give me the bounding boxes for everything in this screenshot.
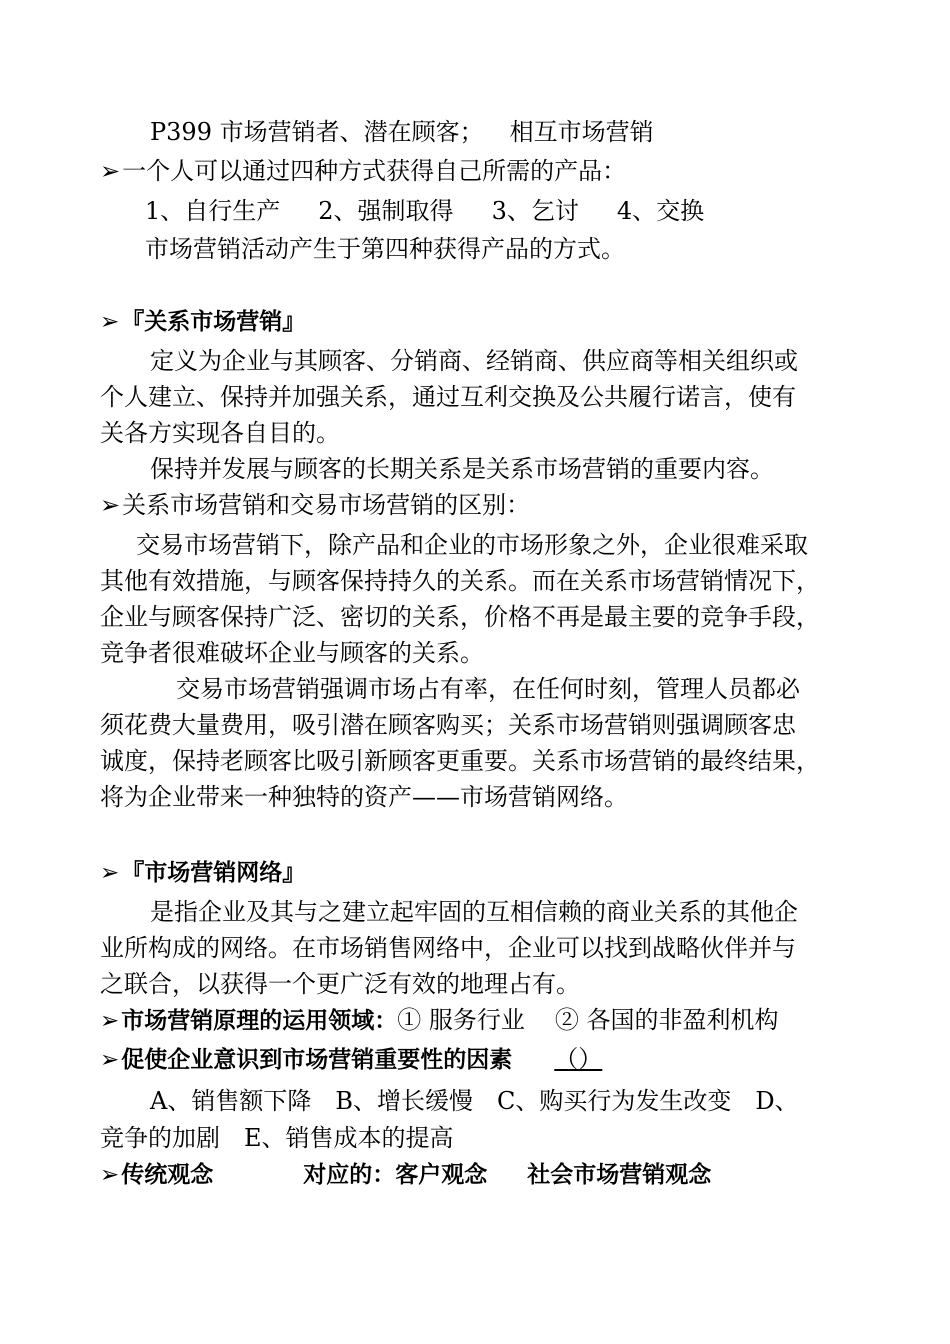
way-item: 1、自行生产 [145,197,281,225]
options-line [150,1084,799,1118]
option-item: A、销售额下降 [150,1087,312,1115]
bullet-line [100,488,530,522]
option-item: D、 [755,1087,799,1115]
arrow-bullet-icon: ➢ [100,1008,120,1034]
text-span: 一个人可以通过四种方式获得自己所需的产品： [122,157,627,185]
text-span: 关系市场营销和交易市场营销的区别： [122,491,531,519]
apply-label: 市场营销原理的运用领域： [121,1008,398,1034]
options-line [100,1121,454,1155]
concept-label: 传统观念 [121,1162,214,1188]
section-heading [100,305,305,339]
paragraph-line: 其他有效措施，与顾客保持持久的关系。而在关系市场营销情况下， [100,567,820,595]
paragraph-line: 个人建立、保持并加强关系，通过互利交换及公共履行诺言，使有 [100,383,796,411]
paragraph-line: 是指企业及其与之建立起牢固的互相信赖的商业关系的其他企 [150,898,798,926]
question-label: 促使企业意识到市场营销重要性的因素 [121,1047,513,1073]
paragraph-line: 保持并发展与顾客的长期关系是关系市场营销的重要内容。 [150,455,774,483]
answer-blank: （） [554,1045,603,1073]
apply-line [100,1003,779,1038]
section-heading [100,856,305,890]
arrow-bullet-icon: ➢ [100,157,121,185]
paragraph-line: 须花费大量费用，吸引潜在顾客购买；关系市场营销则强调顾客忠 [100,711,796,739]
paragraph-line: 企业与顾客保持广泛、密切的关系，价格不再是最主要的竞争手段， [100,603,820,631]
concept-line [100,1158,711,1192]
paragraph-line: 诚度，保持老顾客比吸引新顾客更重要。关系市场营销的最终结果， [100,747,820,775]
text-span: P399 市场营销者、潜在顾客； [150,118,484,146]
paragraph-line: 交易市场营销强调市场占有率，在任何时刻，管理人员都必 [176,675,800,703]
question-line [100,1042,602,1077]
text-line [150,115,654,149]
apply-item: ② 各国的非盈利机构 [554,1006,779,1034]
arrow-bullet-icon: ➢ [100,491,121,519]
concept-item: 社会市场营销观念 [527,1162,712,1188]
option-item: C、购买行为发生改变 [496,1087,732,1115]
heading-text: 『市场营销网络』 [121,860,306,886]
heading-text: 『关系市场营销』 [121,309,306,335]
ways-line [145,194,704,228]
text-line: 市场营销活动产生于第四种获得产品的方式。 [145,235,625,263]
way-item: 4、交换 [616,197,705,225]
arrow-bullet-icon: ➢ [100,860,120,886]
paragraph-line: 业所构成的网络。在市场销售网络中，企业可以找到战略伙伴并与 [100,934,796,962]
bullet-line [100,154,626,188]
option-item: 竞争的加剧 [100,1124,220,1152]
option-item: B、增长缓慢 [335,1087,473,1115]
paragraph-line: 之联合，以获得一个更广泛有效的地理占有。 [100,970,580,998]
paragraph-line: 竞争者很难破坏企业与顾客的关系。 [100,639,484,667]
arrow-bullet-icon: ➢ [100,309,120,335]
paragraph-line: 定义为企业与其顾客、分销商、经销商、供应商等相关组织或 [150,347,798,375]
apply-item: ① 服务行业 [397,1006,525,1034]
arrow-bullet-icon: ➢ [100,1047,120,1073]
concept-item: 对应的：客户观念 [303,1162,488,1188]
paragraph-line: 交易市场营销下，除产品和企业的市场形象之外，企业很难采取 [136,531,808,559]
text-span: 相互市场营销 [509,118,654,146]
way-item: 2、强制取得 [318,197,454,225]
arrow-bullet-icon: ➢ [100,1162,120,1188]
paragraph-line: 将为企业带来一种独特的资产——市场营销网络。 [100,783,628,811]
paragraph-line: 关各方实现各自目的。 [100,419,340,447]
way-item: 3、乞讨 [491,197,579,225]
option-item: E、销售成本的提高 [244,1124,454,1152]
